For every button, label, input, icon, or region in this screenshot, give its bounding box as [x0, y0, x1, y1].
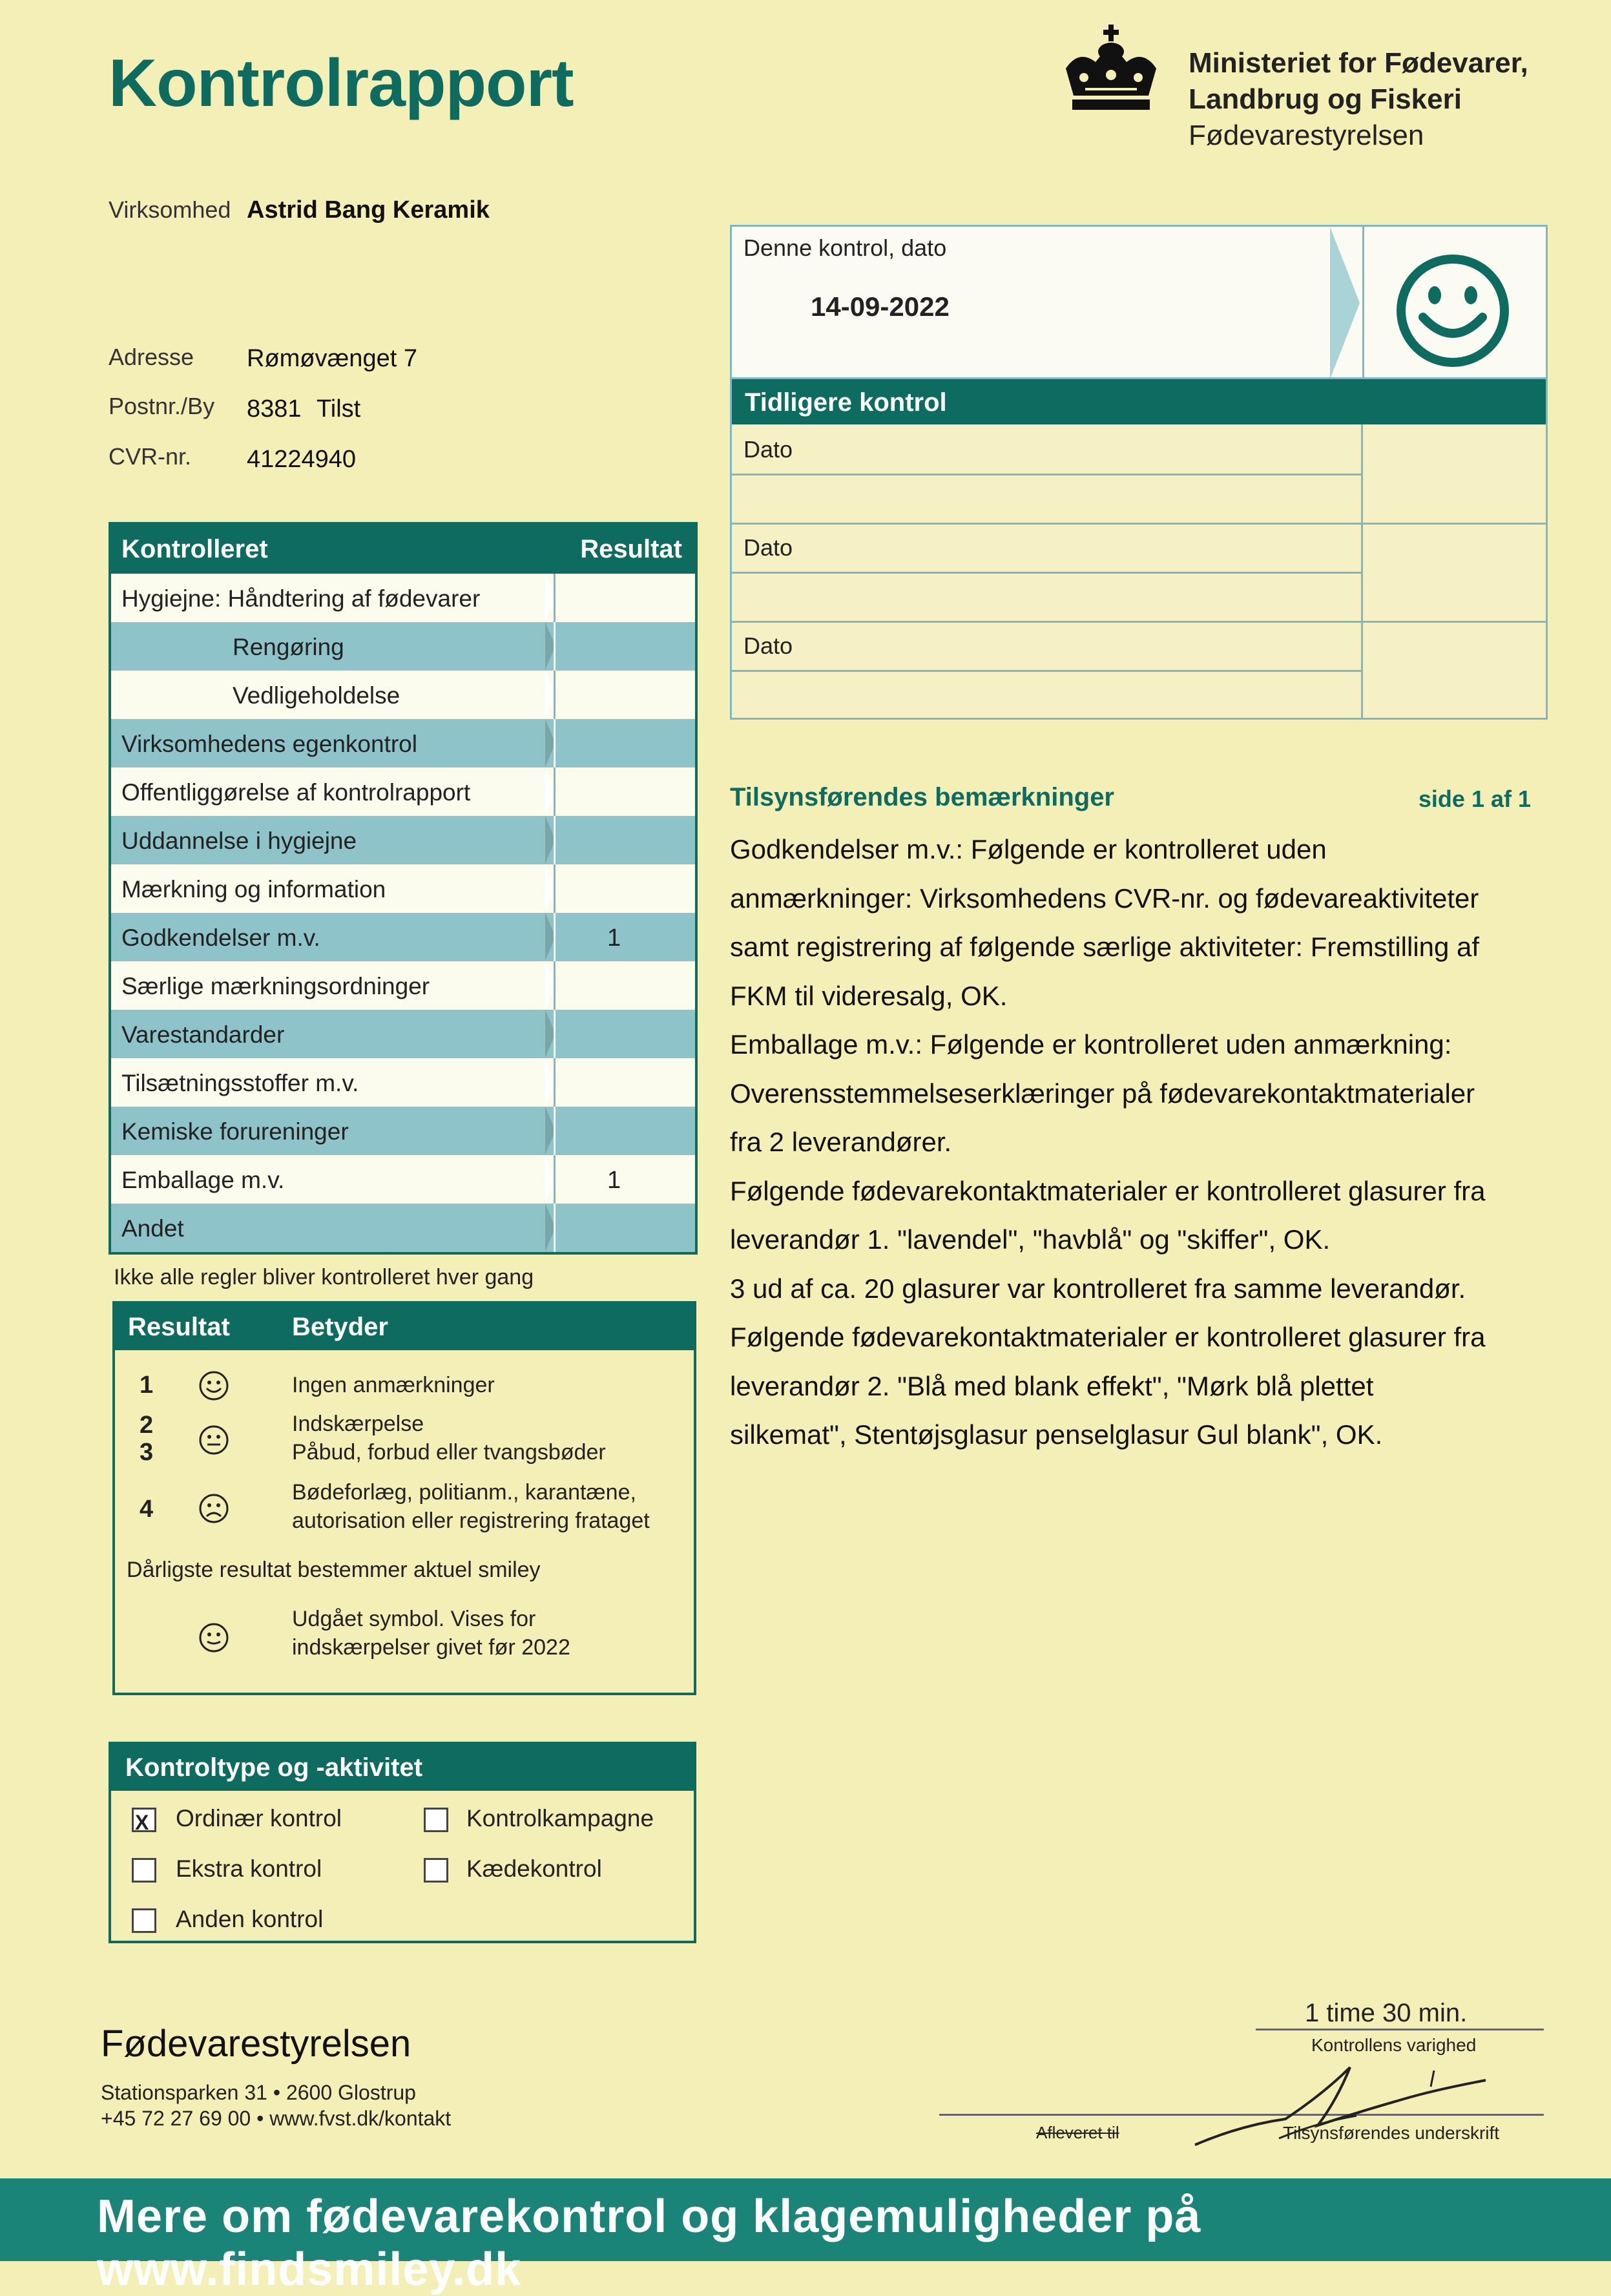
- remark-line: Følgende fødevarekontaktmaterialer er kontrolleret glasurer fra: [730, 1175, 1486, 1206]
- row-label: Emballage m.v.: [121, 1167, 285, 1193]
- previous-row: [732, 523, 1361, 574]
- footer-address: Stationsparken 31 • 2600 Glostrup: [101, 2081, 416, 2104]
- chain-label: Kædekontrol: [466, 1855, 602, 1882]
- remarks-header: Tilsynsførendes bemærkninger: [730, 783, 1114, 811]
- previous-control-box: [730, 377, 1548, 720]
- table-row: [111, 1058, 695, 1107]
- control-type-box: [109, 1742, 696, 1943]
- row-label: Tilsætningsstoffer m.v.: [121, 1070, 359, 1096]
- result-header-label: Resultat: [580, 535, 682, 563]
- table-row: [111, 961, 695, 1010]
- table-row: [111, 864, 695, 913]
- table-row: [111, 1107, 695, 1155]
- legend-num-4: 4: [140, 1496, 154, 1523]
- arrow-icon: [1330, 227, 1360, 379]
- postal-value: 8381: [247, 395, 302, 423]
- result-legend: [112, 1301, 696, 1695]
- remark-line: leverandør 2. "Blå med blank effekt", "Mørk blå plettet: [730, 1370, 1374, 1401]
- extra-checkbox[interactable]: [132, 1858, 156, 1883]
- remark-line: Følgende fødevarekontaktmaterialer er kontrolleret glasurer fra: [730, 1322, 1486, 1352]
- table-row: [111, 671, 695, 719]
- other-checkbox[interactable]: [132, 1908, 156, 1933]
- ministry-line1: Ministeriet for Fødevarer,: [1189, 47, 1528, 79]
- row-label: Rengøring: [233, 634, 344, 660]
- divider: [1361, 523, 1546, 525]
- postal-label: Postnr./By: [109, 393, 215, 419]
- legend-old-1: Udgået symbol. Vises for: [292, 1607, 536, 1631]
- footer-contact: [101, 2022, 451, 2131]
- other-label: Anden kontrol: [176, 1906, 324, 1932]
- checkbox-mark: X: [135, 1811, 149, 1834]
- legend-text-3: Påbud, forbud eller tvangsbøder: [292, 1440, 606, 1465]
- ministry-line3: Fødevarestyrelsen: [1189, 120, 1424, 151]
- legend-num-2: 2: [140, 1412, 154, 1439]
- this-control-label: Denne kontrol, dato: [743, 235, 947, 261]
- ministry-line2: Landbrug og Fiskeri: [1189, 83, 1462, 115]
- page-indicator: side 1 af 1: [1418, 786, 1531, 812]
- table-row: [111, 767, 695, 816]
- table-row: [111, 574, 695, 622]
- remark-line: Godkendelser m.v.: Følgende er kontrolleret uden: [730, 834, 1327, 864]
- row-label: Mærkning og information: [121, 876, 386, 903]
- date-label: Dato: [743, 534, 793, 561]
- divider: [1361, 621, 1546, 623]
- control-type-header: [111, 1744, 694, 1791]
- legend-num-1: 1: [140, 1372, 154, 1399]
- remark-line: Overensstemmelseserklæringer på fødevarekontaktmaterialer: [730, 1078, 1475, 1109]
- legend-header-result: Resultat: [128, 1313, 230, 1341]
- happy-smiley-icon: [198, 1370, 230, 1402]
- legend-text-1: Ingen anmærkninger: [292, 1373, 495, 1397]
- table-row: [111, 1204, 695, 1252]
- legend-header-meaning: Betyder: [292, 1313, 388, 1341]
- legend-text-4b: autorisation eller registrering frataget: [292, 1508, 650, 1533]
- extra-label: Ekstra kontrol: [176, 1855, 322, 1882]
- table-row: [111, 719, 695, 767]
- remark-line: samt registrering af følgende særlige aktiviteter: Fremstilling af: [730, 932, 1480, 962]
- chain-checkbox[interactable]: [424, 1858, 448, 1883]
- inspector-remarks: [730, 783, 1537, 1459]
- table-row: [111, 1155, 695, 1204]
- controlled-table: [109, 522, 698, 1255]
- ordinary-label: Ordinær kontrol: [176, 1805, 342, 1832]
- delivered-label: Afleveret til: [1036, 2123, 1119, 2142]
- this-control-box: [730, 225, 1548, 381]
- row-label: Hygiejne: Håndtering af fødevarer: [121, 585, 481, 612]
- page-title: Kontrolrapport: [109, 46, 574, 121]
- city-value: Tilst: [317, 395, 361, 423]
- remark-line: anmærkninger: Virksomhedens CVR-nr. og fødevareaktiviteter: [730, 882, 1479, 913]
- remark-line: FKM til videresalg, OK.: [730, 980, 1008, 1011]
- legend-text-2: Indskærpelse: [292, 1412, 424, 1436]
- previous-row: [732, 572, 1361, 623]
- remark-line: leverandør 1. "lavendel", "havblå" og "skiffer", OK.: [730, 1224, 1331, 1255]
- legend-num-3: 3: [140, 1439, 154, 1466]
- legend-header: [115, 1304, 694, 1350]
- duration-value: 1 time 30 min.: [1305, 1999, 1468, 2027]
- footer-banner: [0, 2178, 1611, 2295]
- banner-text[interactable]: Mere om fødevarekontrol og klagemuligheder på www.findsmiley.dk: [97, 2191, 1201, 2295]
- control-type-title: Kontroltype og -aktivitet: [125, 1753, 423, 1782]
- address-value: Rømøvænget 7: [247, 345, 417, 372]
- previous-row: [732, 474, 1361, 525]
- table-row: [111, 913, 695, 961]
- legend-worst-note: Dårligste resultat bestemmer aktuel smiley: [127, 1558, 541, 1582]
- remark-line: Emballage m.v.: Følgende er kontrolleret uden anmærkning:: [730, 1029, 1452, 1059]
- table-row: [111, 816, 695, 864]
- legend-old-2: indskærpelser givet før 2022: [292, 1635, 570, 1660]
- divider: [1256, 2029, 1544, 2030]
- row-label: Vedligeholdelse: [233, 682, 400, 709]
- table-row: [111, 1010, 695, 1058]
- cvr-value: 41224940: [247, 446, 357, 473]
- previous-row: [732, 424, 1361, 475]
- previous-header: [732, 379, 1546, 424]
- row-label: Andet: [121, 1215, 184, 1242]
- campaign-label: Kontrolkampagne: [466, 1805, 654, 1832]
- controlled-note: Ikke alle regler bliver kontrolleret hver gang: [114, 1265, 534, 1289]
- previous-row: [732, 621, 1361, 672]
- divider: [1361, 424, 1363, 718]
- sad-smiley-icon: [198, 1492, 230, 1525]
- date-label: Dato: [743, 436, 793, 463]
- row-result: 1: [607, 924, 621, 952]
- row-label: Virksomhedens egenkontrol: [121, 731, 417, 757]
- divider: [1362, 227, 1364, 379]
- crown-icon: [1059, 23, 1163, 120]
- row-label: Uddannelse i hygiejne: [121, 828, 357, 854]
- smiley-icon: [1395, 253, 1511, 369]
- duration-label: Kontrollens varighed: [1311, 2035, 1477, 2055]
- row-label: Kemiske forureninger: [121, 1118, 349, 1145]
- date-label: Dato: [743, 632, 793, 659]
- handwritten-signature: [1189, 2054, 1499, 2151]
- legend-text-4a: Bødeforlæg, politianm., karantæne,: [292, 1480, 636, 1505]
- this-control-date: 14-09-2022: [811, 291, 950, 322]
- footer-org: Fødevarestyrelsen: [101, 2023, 411, 2065]
- controlled-header-label: Kontrolleret: [121, 535, 268, 563]
- inspector-signature-label: Tilsynsførendes underskrift: [1283, 2123, 1500, 2143]
- remark-line: 3 ud af ca. 20 glasurer var kontrolleret fra samme leverandør.: [730, 1273, 1466, 1304]
- business-name: Astrid Bang Keramik: [247, 196, 490, 224]
- old-smiley-icon: [198, 1622, 230, 1654]
- row-result: 1: [607, 1167, 621, 1194]
- controlled-table-header: [111, 525, 695, 574]
- table-row: [111, 622, 695, 671]
- remark-line: silkemat", Stentøjsglasur penselglasur Gul blank", OK.: [730, 1419, 1383, 1450]
- row-label: Særlige mærkningsordninger: [121, 973, 430, 999]
- remark-line: fra 2 leverandører.: [730, 1127, 952, 1157]
- cvr-label: CVR-nr.: [109, 443, 192, 470]
- row-label: Godkendelser m.v.: [121, 924, 320, 951]
- neutral-smiley-icon: [198, 1424, 230, 1456]
- row-label: Offentliggørelse af kontrolrapport: [121, 779, 471, 806]
- footer-contact-link[interactable]: +45 72 27 69 00 • www.fvst.dk/kontakt: [101, 2107, 452, 2130]
- business-label: Virksomhed: [109, 196, 231, 223]
- ordinary-checkbox[interactable]: [132, 1808, 156, 1832]
- address-label: Adresse: [109, 344, 194, 370]
- campaign-checkbox[interactable]: [424, 1808, 448, 1832]
- previous-title: Tidligere kontrol: [745, 388, 947, 417]
- row-label: Varestandarder: [121, 1021, 285, 1048]
